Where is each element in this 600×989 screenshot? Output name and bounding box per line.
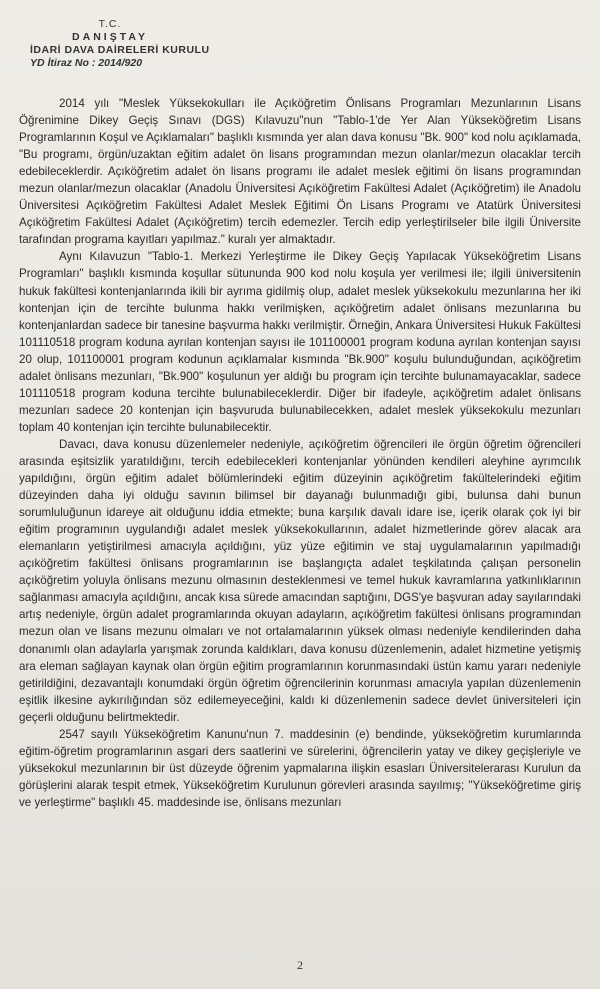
page-number: 2 <box>297 958 303 972</box>
paragraph: Aynı Kılavuzun "Tablo-1. Merkezi Yerleştirme ile Dikey Geçiş Yapılacak Yükseköğretim Lisans Programları" başlıklı kısmında koşullar sütununda 900 kod nolu koşula yer verilmesi ile; ilgili üniversitenin hukuk fakültesi kontenjanlarında ikili bir ayrıma gidilmiş olup, adalet meslek yüksekokulu mezunlarına her iki kontenjan için de tercihte bulunma hakkı verilmişken, açıköğretim adalet önlisans mezunlarına bu kontenjanlardan sadece bir tanesine başvurma hakkı verilmiştir. Örneğin, Ankara Üniversitesi Hukuk Fakültesi 101110518 program koduna ayrılan kontenjan sayısı ile 101100001 program koduna ayrılan kontenjan sayısı 20 olup, 101100001 program kodunun açıklamalar kısmında "Bk.900" koşulu bulunduğundan, açıköğretim adalet önlisans mezunları, "Bk.900" koşulunun yer aldığı bu program için tercihte bulunamayacaklar, sadece 101110518 program koduna tercihte bulunabileceklerdir. Diğer bir ifadeyle, açıköğretim adalet önlisans mezunları sadece 20 kontenjan için başvuruda bulunabilecekken, adalet meslek yüksekokulu mezunları toplam 40 kontenjan için tercihte bulunabilecektir. <box>19 250 581 434</box>
header-tc: T.C. <box>98 18 122 30</box>
paragraph: 2547 sayılı Yükseköğretim Kanunu'nun 7. maddesinin (e) bendinde, yükseköğretim kurumlarında eğitim-öğretim programlarının asgari ders saatlerini ve sürelerini, öğrencilerin yatay ve dikey geçişleriyle ve yüksekokul mezunlarının bir üst düzeyde öğrenim yapmalarına ilişkin esasları Üniversitelerarası Kurulun da görüşlerini alarak tespit etmek, Yükseköğretim Kurulunun görevleri arasında sayılmış; "Yükseköğretime giriş ve yerleştirme" başlıklı 45. maddesinde ise, önlisans mezunları <box>19 727 581 809</box>
paragraph: 2014 yılı "Meslek Yüksekokulları ile Açıköğretim Önlisans Programları Mezunlarının Lisans Öğrenimine Dikey Geçiş Sınavı (DGS) Kılavuzu"nun "Tablo-1'de Yer Alan Yükseköğretim Lisans Programlarının Koşul ve Açıklamaları" başlıklı kısmında yer alan dava konusu "Bk. 900" kod nolu açıklamada, "Bu programı, örgün/uzaktan eğitim adalet ön lisans programından mezun olanlar/mezun olacaklar tercih edebileceklerdir. Açıköğretim adalet ön lisans programı ile adalet meslek eğitimi ön lisans programından mezun olanlar/mezun olacaklar (Anadolu Üniversitesi Açıköğretim Fakültesi Adalet (Açıköğretim) ile Anadolu Üniversitesi Açıköğretim Fakültesi Adalet Meslek Eğitimi Ön Lisans Programı ve Atatürk Üniversitesi Açıköğretim Fakültesi Adalet (Açıköğretim) tercih edemezler. Tercih edip yerleştirilseler bile ilgili Üniversite tarafından programa kayıtları yapılmaz." kuralı yer almaktadır. <box>19 97 581 247</box>
document-body <box>19 95 581 811</box>
case-number-separator: : <box>88 57 99 69</box>
paragraph: Davacı, dava konusu düzenlemeler nedeniyle, açıköğretim öğrencileri ile örgün öğretim öğrencileri arasında eşitsizlik yaratıldığını, tercih edebilecekleri kontenjanlar yönünden kendileri aleyhine ayrımcılık yapıldığını, örgün eğitim adalet bölümlerindeki eğitim düzeyinin açıköğretim fakültelerindeki eğitim düzeyinden daha iyi olduğu savının bilimsel bir dayanağı bulunmadığı gibi, bulunsa dahi bunun sorumluluğunun idareye ait olduğunu iddia etmekte; buna karşılık davalı idare ise, içerik olarak çok iyi bir eğitim programının uygulandığı adalet meslek yüksekokullarının, adalet hizmetlerinde görev alacak ara elemanların yetiştirilmesi amacıyla açıldığını, yüz yüze eğitimin ve staj uygulamalarının yapılmadığı açıköğretim fakültesi önlisans programlarının ise başlangıçta adalet teşkilatında çalışan personelin açıköğretim yoluyla önlisans mezunu olmasının desteklenmesi ve temel hukuk kavramlarına yatkınlıklarının sağlanması amacıyla açıldığını, ancak kısa sürede amacından saptığını, DGS'ye başvuran aday sayılarındaki artış nedeniyle, örgün adalet programlarında okuyan adayların, açıköğretim fakültesi önlisans programından mezun olan ve lisans mezunu olmaları ve not ortalamalarının yüksek olması nedeniyle kendilerinden daha donanımlı olan adaylarla yarışmak zorunda kaldıkları, dava konusu düzenlemenin, adalet hizmetine yetişmiş ara eleman sağlayan kaynak olan örgün eğitim programlarının korunmasındaki üstün kamu yararı nedeniyle getirildiğini, dezavantajlı konumdaki örgün öğretim öğrencilerinin korunması amacıyla yapılan düzenlemenin eşitlik ilkesine aykırılığından söz edilemeyeceğini, kaldı ki düzenlemenin sadece devlet üniversiteleri için geçerli olduğunu belirtmektedir. <box>19 437 581 724</box>
document-header <box>30 18 280 70</box>
header-board: İDARİ DAVA DAİRELERİ KURULU <box>30 44 210 56</box>
case-number-value: 2014/920 <box>98 57 143 69</box>
header-case-number <box>30 57 280 70</box>
case-number-label: YD İtiraz No <box>30 57 89 69</box>
header-institution: DANIŞTAY <box>72 31 148 43</box>
